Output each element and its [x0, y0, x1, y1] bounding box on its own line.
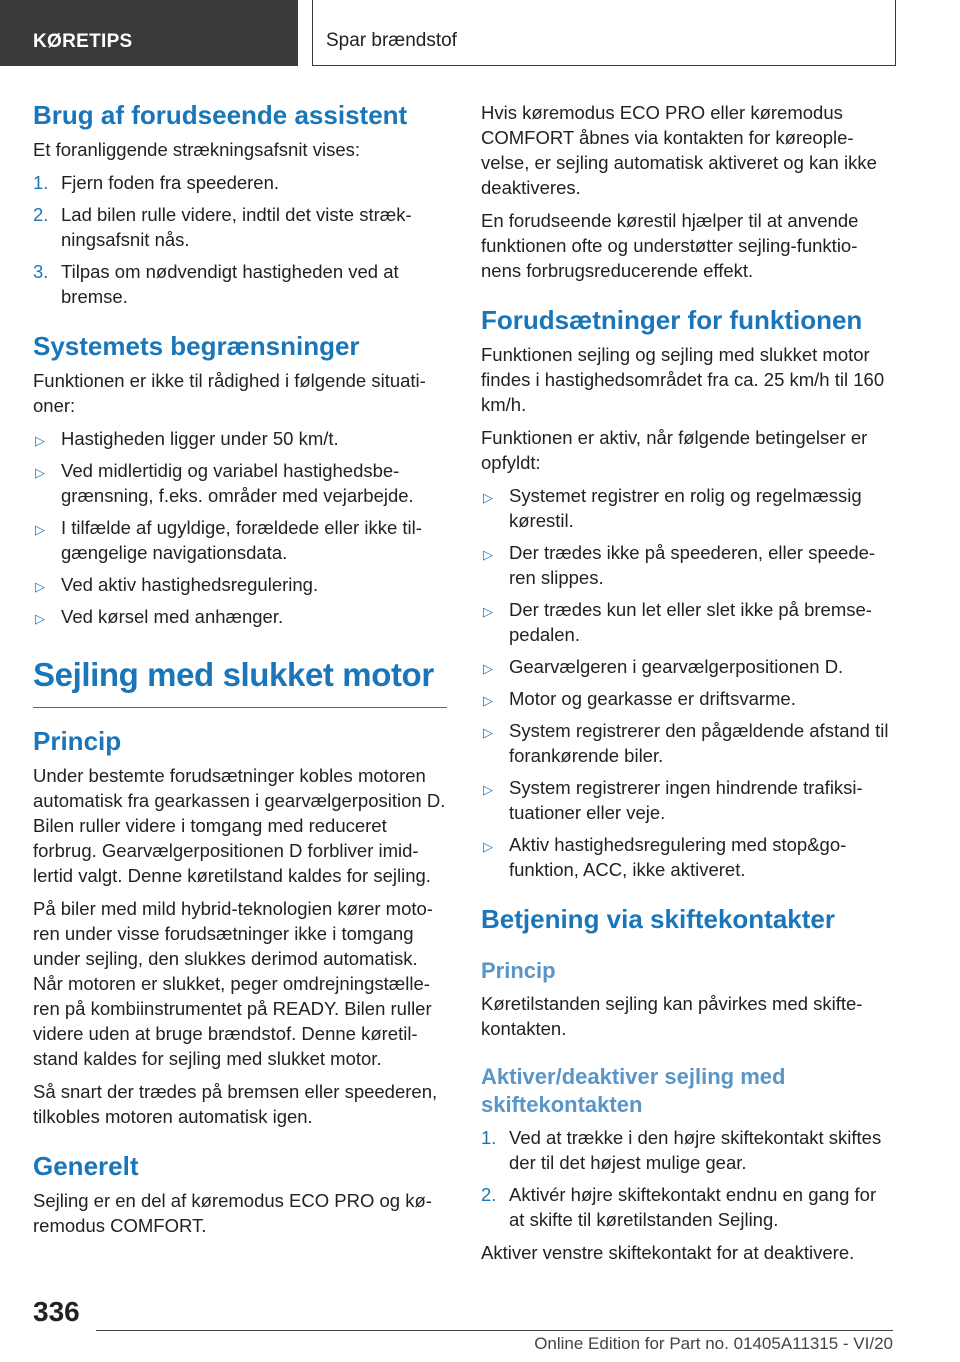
paragraph: Sejling er en del af køremodus ECO PRO og kø-remodus COMFORT.: [33, 1190, 432, 1236]
step-number: 2.: [33, 204, 49, 225]
bullet-text: Aktiv hastighedsregulering med stop&go-funktion, ACC, ikke aktiveret.: [509, 834, 847, 880]
triangle-bullet-icon: ▷: [483, 547, 493, 562]
bullet-text: Gearvælgeren i gearvælgerpositionen D.: [509, 656, 844, 677]
heading-principle: Princip: [33, 726, 122, 756]
page-header: [0, 0, 960, 66]
triangle-bullet-icon: ▷: [35, 579, 45, 594]
heading-prerequisites: Forudsætninger for funktionen: [481, 305, 863, 335]
triangle-bullet-icon: ▷: [483, 725, 493, 740]
list-item: [481, 775, 895, 825]
step-number: 1.: [481, 1127, 497, 1148]
conditions-list: [481, 483, 895, 882]
bullet-text: Der trædes kun let eller slet ikke på bremse-pedalen.: [509, 599, 872, 645]
list-item: [481, 540, 895, 590]
chapter-title: Spar brændstof: [312, 0, 896, 66]
paragraph: Hvis køremodus ECO PRO eller køremodus COMFORT åbnes via kontakten for køreople-velse, er sejling automatisk aktiveret og kan ikke deaktiveres.: [481, 102, 877, 198]
bullet-text: System registrerer ingen hindrende trafiksi-tuationer eller veje.: [509, 777, 863, 823]
paragraph: Et foranliggende strækningsafsnit vises:: [33, 139, 361, 160]
list-item: [481, 1182, 895, 1232]
paragraph: Aktiver venstre skiftekontakt for at deaktivere.: [481, 1242, 855, 1263]
step-text: Fjern foden fra speederen.: [61, 172, 280, 193]
step-text: Lad bilen rulle videre, indtil det viste stræk-ningsafsnit nås.: [61, 204, 412, 250]
assist-steps: [33, 170, 447, 309]
edition-note: Online Edition for Part no. 01405A11315 - VI/20: [534, 1334, 893, 1353]
list-item: [481, 1125, 895, 1175]
paragraph: Funktionen er ikke til rådighed i følgende situati-oner:: [33, 370, 426, 416]
paragraph: Funktionen sejling og sejling med slukket motor findes i hastighedsområdet fra ca. 25 km/h til 160 km/h.: [481, 344, 885, 415]
heading-sailing-engine-off: Sejling med slukket motor: [33, 655, 447, 708]
triangle-bullet-icon: ▷: [483, 661, 493, 676]
activate-steps: [481, 1125, 895, 1232]
step-number: 1.: [33, 172, 49, 193]
paragraph: På biler med mild hybrid-teknologien kører moto-ren under visse forudsætninger ikke i tomgang under sejling, den slukkes derimod automatisk. Når motoren er slukket, peger omdrejningstælle-ren på kombiinstrumentet på READY. Bilen ruller videre uden at bruge brændstof. Denne køretil-stand kaldes for sejling med slukket motor.: [33, 898, 433, 1069]
bullet-text: System registrerer den pågældende afstand til forankørende biler.: [509, 720, 889, 766]
step-number: 3.: [33, 261, 49, 282]
list-item: [33, 515, 447, 565]
list-item: [33, 259, 447, 309]
triangle-bullet-icon: ▷: [483, 839, 493, 854]
footer-divider: [96, 1330, 893, 1331]
bullet-text: I tilfælde af ugyldige, forældede eller ikke til-gængelige navigationsdata.: [61, 517, 422, 563]
list-item: [33, 458, 447, 508]
bullet-text: Systemet registrer en rolig og regelmæssig kørestil.: [509, 485, 862, 531]
triangle-bullet-icon: ▷: [35, 433, 45, 448]
heading-system-limits: Systemets begrænsninger: [33, 331, 360, 361]
heading-predictive-assistant: Brug af forudseende assistent: [33, 100, 408, 130]
triangle-bullet-icon: ▷: [35, 522, 45, 537]
paragraph: En forudseende kørestil hjælper til at anvende funktionen ofte og understøtter sejling-funktio-nens forbrugsreducerende effekt.: [481, 210, 859, 281]
step-text: Tilpas om nødvendigt hastigheden ved at bremse.: [61, 261, 399, 307]
bullet-text: Ved midlertidig og variabel hastighedsbe-grænsning, f.eks. områder med vejarbejde.: [61, 460, 414, 506]
bullet-text: Hastigheden ligger under 50 km/t.: [61, 428, 339, 449]
limits-list: [33, 426, 447, 629]
list-item: [33, 170, 447, 195]
list-item: [33, 202, 447, 252]
triangle-bullet-icon: ▷: [483, 604, 493, 619]
step-text: Ved at trække i den højre skiftekontakt skiftes der til det højest mulige gear.: [509, 1127, 882, 1173]
bullet-text: Ved aktiv hastighedsregulering.: [61, 574, 319, 595]
triangle-bullet-icon: ▷: [483, 782, 493, 797]
list-item: [481, 597, 895, 647]
section-tab: KØRETIPS: [0, 0, 298, 66]
list-item: [33, 604, 447, 629]
right-column: [481, 100, 895, 1273]
paragraph: Under bestemte forudsætninger kobles motoren automatisk fra gearkassen i gearvælgerposition D. Bilen ruller videre i tomgang med reduceret forbrug. Gearvælgerpositionen D forbliver imid-lertid valgt. Denne køretilstand kaldes for sejling.: [33, 765, 446, 886]
list-item: [481, 832, 895, 882]
subheading-activate-sailing: Aktiver/deaktiver sejling med skiftekontakten: [481, 1064, 786, 1117]
bullet-text: Der trædes ikke på speederen, eller speede-ren slippes.: [509, 542, 876, 588]
step-text: Aktivér højre skiftekontakt endnu en gang for at skifte til køretilstanden Sejling.: [509, 1184, 877, 1230]
triangle-bullet-icon: ▷: [35, 611, 45, 626]
paragraph: Køretilstanden sejling kan påvirkes med skifte-kontakten.: [481, 993, 863, 1039]
heading-shift-paddles: Betjening via skiftekontakter: [481, 904, 835, 934]
left-column: [33, 100, 447, 1246]
page-number: 336: [33, 1296, 80, 1327]
list-item: [481, 718, 895, 768]
paragraph: Så snart der trædes på bremsen eller speederen, tilkobles motoren automatisk igen.: [33, 1081, 438, 1127]
triangle-bullet-icon: ▷: [35, 465, 45, 480]
bullet-text: Ved kørsel med anhænger.: [61, 606, 284, 627]
list-item: [481, 483, 895, 533]
list-item: [33, 572, 447, 597]
subheading-principle: Princip: [481, 958, 556, 983]
list-item: [33, 426, 447, 451]
bullet-text: Motor og gearkasse er driftsvarme.: [509, 688, 796, 709]
step-number: 2.: [481, 1184, 497, 1205]
list-item: [481, 654, 895, 679]
heading-general: Generelt: [33, 1151, 139, 1181]
triangle-bullet-icon: ▷: [483, 490, 493, 505]
paragraph: Funktionen er aktiv, når følgende betingelser er opfyldt:: [481, 427, 868, 473]
triangle-bullet-icon: ▷: [483, 693, 493, 708]
list-item: [481, 686, 895, 711]
